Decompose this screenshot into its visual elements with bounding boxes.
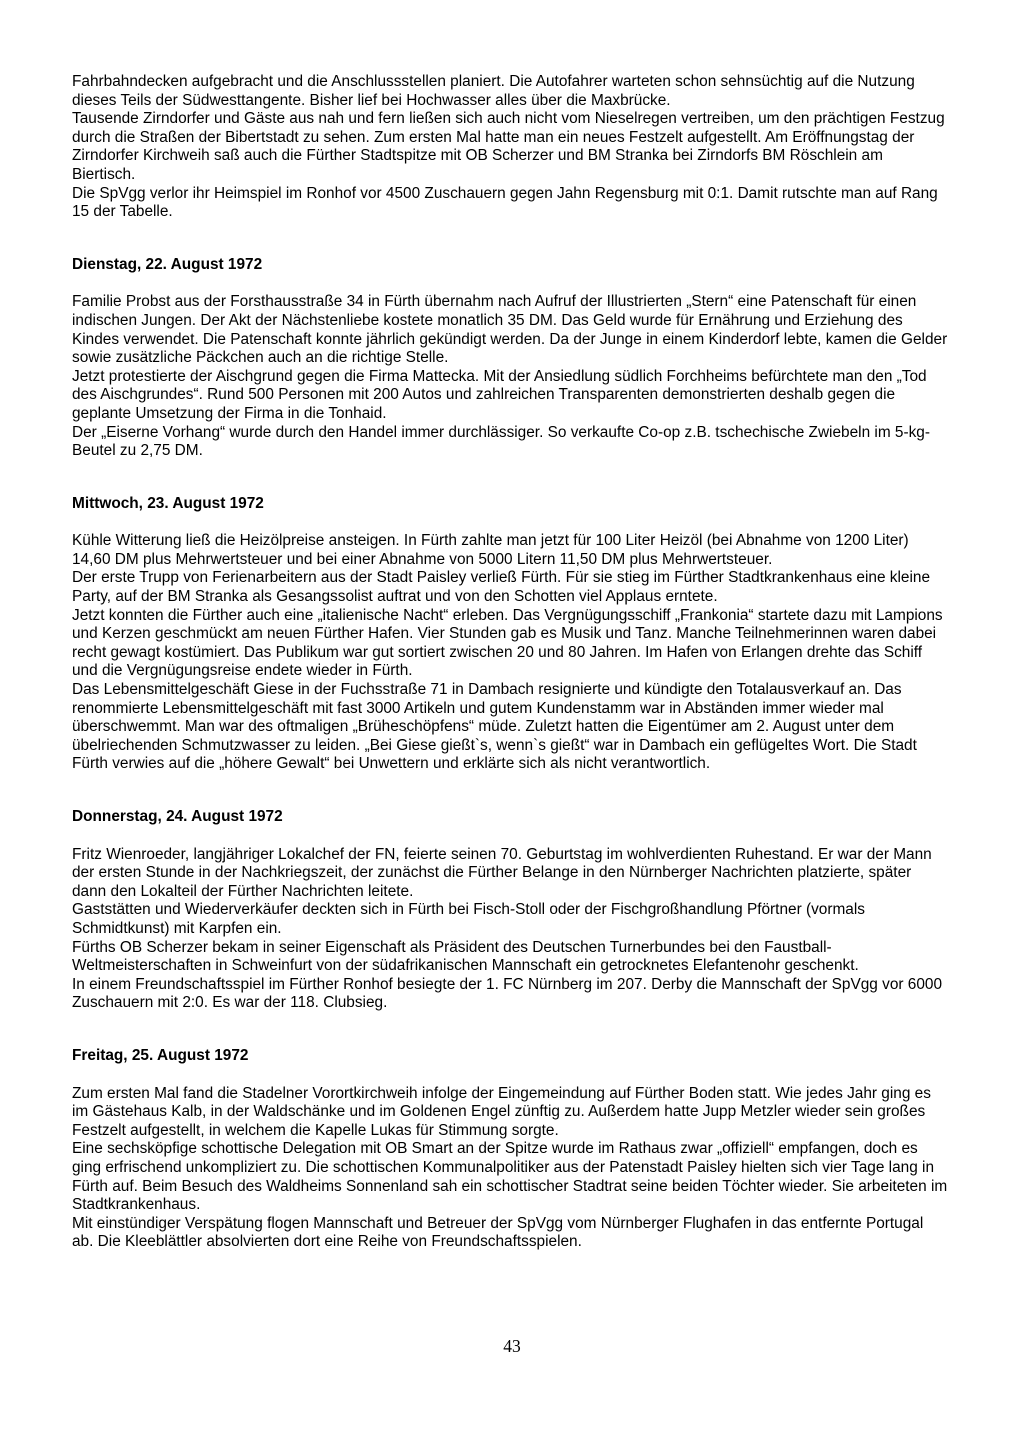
paragraph: Kühle Witterung ließ die Heizölpreise ansteigen. In Fürth zahlte man jetzt für 100 Liter Heizöl (bei Abnahme von 1200 Liter) 14,60 DM plus Mehrwertsteuer und bei einer Abnahme von 5000 Litern 11,50 DM plus Mehrwertsteuer.	[72, 532, 909, 568]
page-number: 43	[503, 1336, 521, 1356]
section-freitag-25-august	[72, 1047, 948, 1252]
paragraph: Das Lebensmittelgeschäft Giese in der Fuchsstraße 71 in Dambach resignierte und kündigte den Totalausverkauf an. Das renommierte Lebensmittelgeschäft mit fast 3000 Artikeln und gutem Kundenstamm war in Abständen immer wieder mal überschwemmt. Man war des oftmaligen „Brüheschöpfens“ müde. Zuletzt hatten die Eigentümer am 2. August unter dem übelriechenden Schmutzwasser zu leiden. „Bei Giese gießt`s, wenn`s gießt“ war in Dambach ein geflügeltes Wort. Die Stadt Fürth verwies auf die „höhere Gewalt“ bei Unwettern und erklärte sich als nicht verantwortlich.	[72, 681, 917, 773]
paragraph: Fahrbahndecken aufgebracht und die Anschlussstellen planiert. Die Autofahrer warteten schon sehnsüchtig auf die Nutzung dieses Teils der Südwesttangente. Bisher lief bei Hochwasser alles über die Maxbrücke.	[72, 73, 915, 109]
paragraph: Familie Probst aus der Forsthausstraße 34 in Fürth übernahm nach Aufruf der Illustrierten „Stern“ eine Patenschaft für einen indischen Jungen. Der Akt der Nächstenliebe kostete monatlich 35 DM. Das Geld wurde für Ernährung und Erziehung des Kindes verwendet. Die Patenschaft konnte jährlich gekündigt werden. Da der Junge in einem Kinderdorf lebte, kamen die Gelder sowie zusätzliche Päckchen auch an die richtige Stelle.	[72, 293, 948, 367]
paragraph: Mit einstündiger Verspätung flogen Mannschaft und Betreuer der SpVgg vom Nürnberger Flughafen in das entfernte Portugal ab. Die Kleeblättler absolvierten dort eine Reihe von Freundschaftsspielen.	[72, 1214, 924, 1251]
paragraph: Fritz Wienroeder, langjähriger Lokalchef der FN, feierte seinen 70. Geburtstag im wohlverdienten Ruhestand. Er war der Mann der ersten Stunde in der Nachkriegszeit, der zunächst die Fürther Belange in den Nürnberger Nachrichten platzierte, später dann den Lokalteil der Fürther Nachrichten leitete.	[72, 845, 932, 900]
section-mittwoch-23-august	[72, 495, 948, 774]
paragraph: Der erste Trupp von Ferienarbeitern aus der Stadt Paisley verließ Fürth. Für sie stieg im Fürther Stadtkrankenhaus eine kleine Party, auf der BM Stranka als Gesangssolist auftrat und von den Schotten viel Applaus erntete.	[72, 569, 930, 606]
paragraph: Der „Eiserne Vorhang“ wurde durch den Handel immer durchlässiger. So verkaufte Co-op z.B. tschechische Zwiebeln im 5-kg-Beutel zu 2,75 DM.	[72, 423, 930, 460]
section-intro-continuation	[72, 73, 948, 222]
section-heading: Freitag, 25. August 1972	[72, 1046, 249, 1064]
section-heading: Donnerstag, 24. August 1972	[72, 808, 283, 825]
paragraph: Tausende Zirndorfer und Gäste aus nah und fern ließen sich auch nicht vom Nieselregen vertreiben, um den prächtigen Festzug durch die Straßen der Bibertstadt zu sehen. Zum ersten Mal hatte man ein neues Festzelt aufgestellt. Am Eröffnungstag der Zirndorfer Kirchweih saß auch die Fürther Stadtspitze mit OB Scherzer und BM Stranka bei Zirndorfs BM Röschlein am Biertisch.	[72, 110, 945, 183]
paragraph: Fürths OB Scherzer bekam in seiner Eigenschaft als Präsident des Deutschen Turnerbundes bei den Faustball-Weltmeisterschaften in Schweinfurt von der südafrikanischen Mannschaft ein getrocknetes Elefantenohr geschenkt.	[72, 938, 859, 975]
paragraph: Die SpVgg verlor ihr Heimspiel im Ronhof vor 4500 Zuschauern gegen Jahn Regensburg mit 0:1. Damit rutschte man auf Rang 15 der Tabelle.	[72, 184, 938, 221]
paragraph: Eine sechsköpfige schottische Delegation mit OB Smart an der Spitze wurde im Rathaus zwar „offiziell“ empfangen, doch es ging erfrischend unkompliziert zu. Die schottischen Kommunalpolitiker aus der Patenstadt Paisley hielten sich vier Tage lang in Fürth auf. Beim Besuch des Waldheims Sonnenland sah ein schottischer Stadtrat seine beiden Töchter wieder. Sie arbeiteten im Stadtkrankenhaus.	[72, 1140, 948, 1214]
paragraph: Gaststätten und Wiederverkäufer deckten sich in Fürth bei Fisch-Stoll oder der Fischgroßhandlung Pförtner (vormals Schmidtkunst) mit Karpfen ein.	[72, 901, 865, 937]
paragraph: Jetzt konnten die Fürther auch eine „italienische Nacht“ erleben. Das Vergnügungsschiff „Frankonia“ startete dazu mit Lampions und Kerzen geschmückt am neuen Fürther Hafen. Vier Stunden gab es Musik und Tanz. Manche Teilnehmerinnen waren dabei recht gewagt kostümiert. Das Publikum war gut sortiert zwischen 20 und 80 Jahren. Im Hafen von Erlangen drehte das Schiff und die Vergnügungsreise endete wieder in Fürth.	[72, 606, 943, 680]
paragraph: Jetzt protestierte der Aischgrund gegen die Firma Mattecka. Mit der Ansiedlung südlich Forchheims befürchtete man den „Tod des Aischgrundes“. Rund 500 Personen mit 200 Autos und zahlreichen Transparenten demonstrierten deshalb gegen die geplante Umsetzung der Firma in die Tonhaid.	[72, 367, 927, 422]
section-donnerstag-24-august	[72, 808, 948, 1013]
paragraph: Zum ersten Mal fand die Stadelner Vorortkirchweih infolge der Eingemeindung auf Fürther Boden statt. Wie jedes Jahr ging es im Gästehaus Kalb, in der Waldschänke und im Goldenen Engel zünftig zu. Außerdem hatte Jupp Metzler wieder sein großes Festzelt aufgestellt, in welchem die Kapelle Lukas für Stimmung sorgte.	[72, 1084, 931, 1139]
page-content	[72, 73, 948, 1252]
paragraph: In einem Freundschaftsspiel im Fürther Ronhof besiegte der 1. FC Nürnberg im 207. Derby die Mannschaft der SpVgg vor 6000 Zuschauern mit 2:0. Es war der 118. Clubsieg.	[72, 975, 943, 1012]
section-heading: Dienstag, 22. August 1972	[72, 255, 263, 273]
section-dienstag-22-august	[72, 256, 948, 461]
section-heading: Mittwoch, 23. August 1972	[72, 494, 264, 512]
